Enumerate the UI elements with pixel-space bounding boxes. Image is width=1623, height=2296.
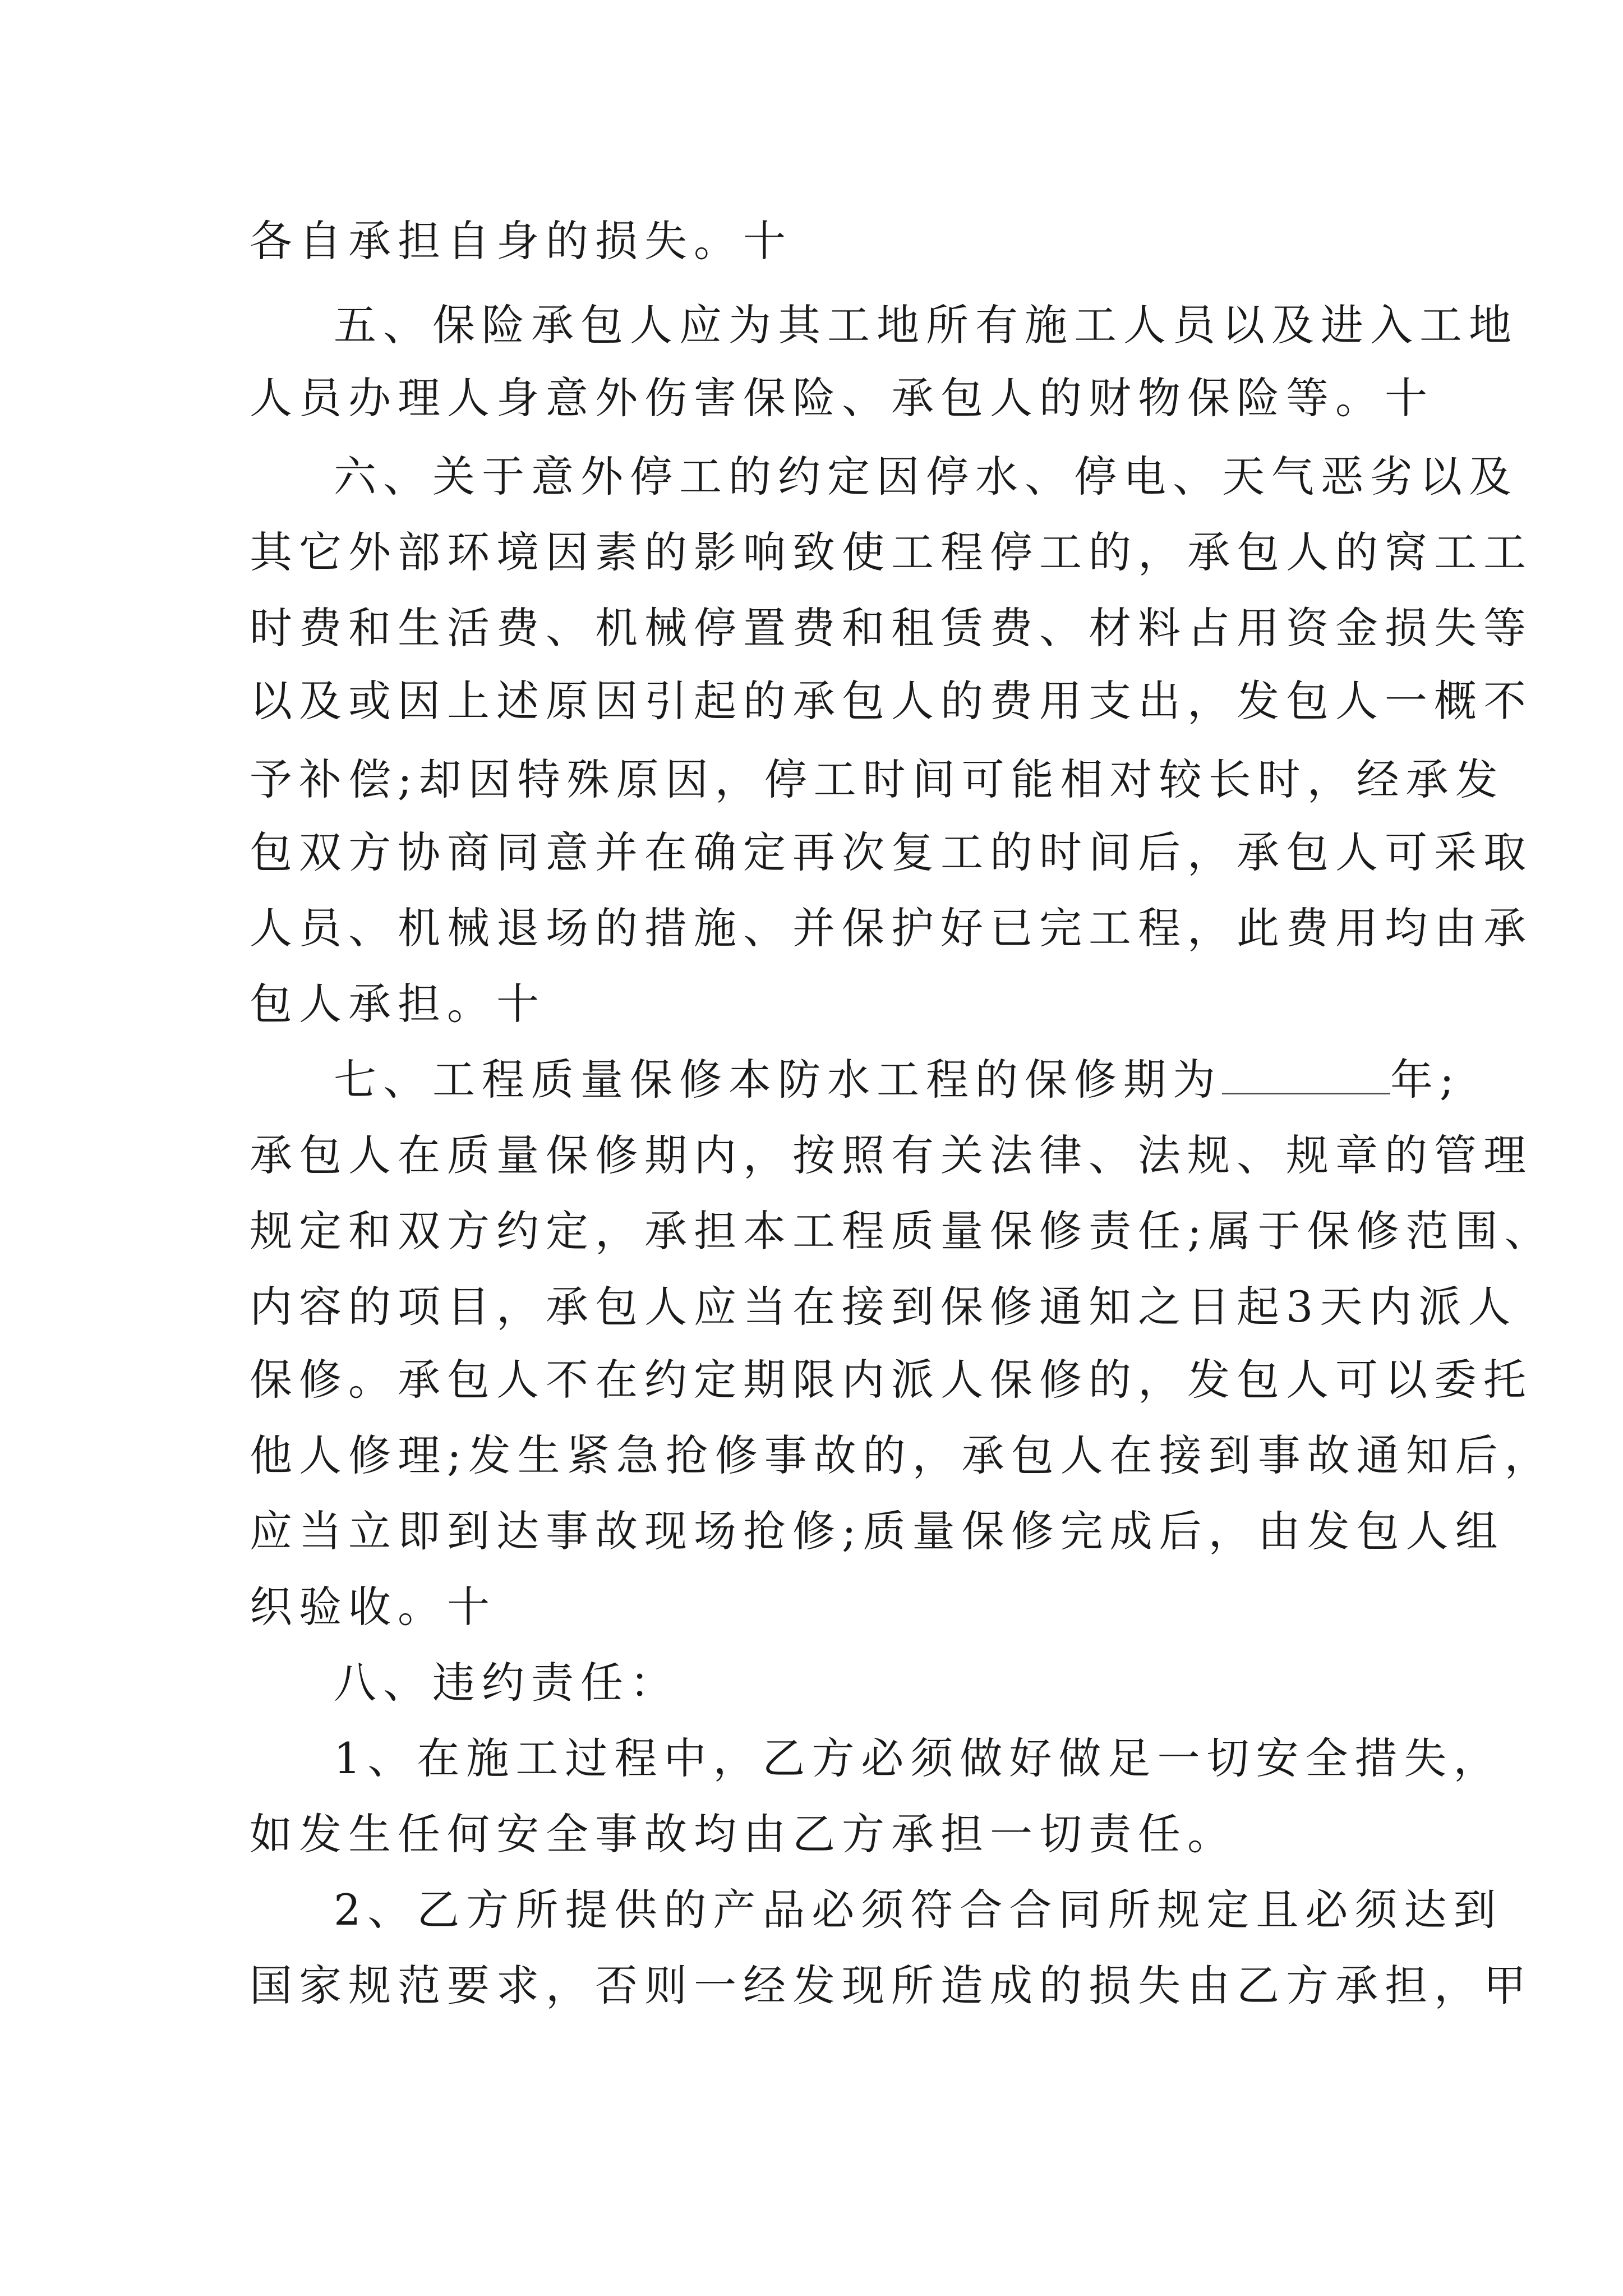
clause-8-item-1-line-1: 1、在施工过程中，乙方必须做好做足一切安全措失， xyxy=(334,1733,1503,1783)
clause-8-heading: 八、违约责任： xyxy=(334,1658,679,1708)
clause-6-line-7: 人员、机械退场的措施、并保护好已完工程，此费用均由承 xyxy=(250,903,1533,953)
clause-7-line-3: 规定和双方约定，承担本工程质量保修责任;属于保修范围、 xyxy=(250,1206,1554,1256)
clause-6-line-5: 予补偿;却因特殊原因，停工时间可能相对较长时，经承发 xyxy=(250,754,1505,804)
clause-8-item-1-line-2: 如发生任何安全事故均由乙方承担一切责任。 xyxy=(250,1809,1237,1859)
clause-7-line-2: 承包人在质量保修期内，按照有关法律、法规、规章的管理 xyxy=(250,1130,1533,1180)
clause-5-line-2: 人员办理人身意外伤害保险、承包人的财物保险等。十 xyxy=(250,373,1434,423)
clause-7-line-8: 织验收。十 xyxy=(250,1582,496,1632)
clause-6-line-4: 以及或因上述原因引起的承包人的费用支出，发包人一概不 xyxy=(250,676,1533,726)
clause-7-line-6: 他人修理;发生紧急抢修事故的，承包人在接到事故通知后， xyxy=(250,1430,1554,1480)
clause-7-line-5: 保修。承包人不在约定期限内派人保修的，发包人可以委托 xyxy=(250,1355,1533,1405)
clause-6-line-2: 其它外部环境因素的影响致使工程停工的，承包人的窝工工 xyxy=(250,527,1533,577)
clause-7-suffix: 年; xyxy=(1390,1055,1461,1105)
clause-7-line-4: 内容的项目，承包人应当在接到保修通知之日起3天内派人 xyxy=(250,1282,1518,1332)
clause-6-line-1: 六、关于意外停工的约定因停水、停电、天气恶劣以及 xyxy=(334,452,1518,501)
warranty-years-blank xyxy=(1222,1056,1390,1094)
clause-8-item-2-line-1: 2、乙方所提供的产品必须符合合同所规定且必须达到 xyxy=(334,1885,1503,1935)
clause-7-line-7: 应当立即到达事故现场抢修;质量保修完成后，由发包人组 xyxy=(250,1506,1505,1556)
clause-6-line-6: 包双方协商同意并在确定再次复工的时间后，承包人可采取 xyxy=(250,827,1533,877)
clause-6-line-3: 时费和生活费、机械停置费和租赁费、材料占用资金损失等 xyxy=(250,603,1533,653)
text-line: 各自承担自身的损失。十 xyxy=(250,216,792,266)
clause-7-text: 七、工程质量保修本防水工程的保修期为 xyxy=(334,1055,1222,1105)
clause-8-item-2-line-2: 国家规范要求，否则一经发现所造成的损失由乙方承担，甲 xyxy=(250,1961,1533,2010)
clause-7-line-1 xyxy=(334,1052,1511,1108)
clause-6-line-8: 包人承担。十 xyxy=(250,979,546,1029)
clause-5-line-1: 五、保险承包人应为其工地所有施工人员以及进入工地 xyxy=(334,300,1518,350)
